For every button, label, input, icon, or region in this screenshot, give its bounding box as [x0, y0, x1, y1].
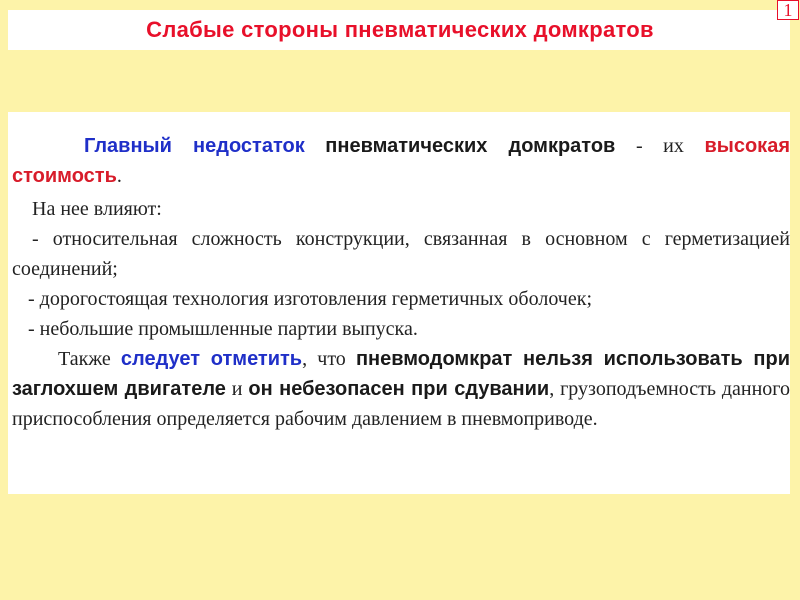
list-item: - дорогостоящая технология изготовления герметичных оболочек;: [28, 288, 593, 310]
and-text: и: [231, 378, 243, 400]
paragraph-main-deficiency: [12, 131, 790, 191]
should-note-phrase: следует отметить: [120, 348, 303, 370]
cannot-use-phrase: пневмодомкрат нельзя использовать при заглохшем двигателе: [12, 348, 790, 400]
rest-text: , грузоподъемность данного приспособления определяется рабочим давлением в пневмоприводе.: [12, 378, 790, 430]
list-item: - небольшие промышленные партии выпуска.: [28, 318, 418, 340]
period-text: .: [116, 165, 122, 187]
that-text: , что: [302, 348, 346, 370]
influenced-by-line: На нее влияют:: [32, 198, 162, 220]
paragraph-also-note: [12, 344, 790, 434]
content-panel: [8, 112, 790, 494]
pneumatic-jacks-phrase: пневматических домкратов: [325, 135, 616, 157]
their-text: - их: [635, 135, 684, 157]
also-text: Также: [58, 348, 111, 370]
slide-title: Слабые стороны пневматических домкратов: [146, 17, 654, 42]
unsafe-phrase: он небезопасен при сдувании: [248, 378, 550, 400]
slide-number: 1: [777, 0, 799, 20]
list-item: - относительная сложность конструкции, связанная в основном с герметизацией соединений;: [12, 228, 790, 280]
high-cost-phrase: высокая стоимость: [12, 135, 790, 187]
main-deficiency-phrase: Главный недостаток: [84, 135, 305, 157]
